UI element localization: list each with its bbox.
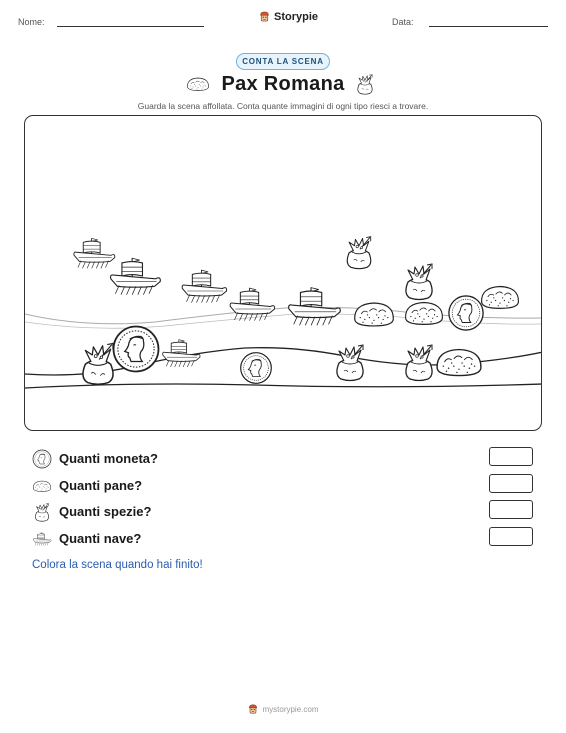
question-text: Quanti moneta? <box>59 451 158 466</box>
bread-icon <box>406 303 443 325</box>
date-line <box>429 26 548 27</box>
spice-sack-icon <box>32 502 52 522</box>
name-line <box>57 26 204 27</box>
coin-icon <box>114 327 159 372</box>
question-list <box>32 447 542 553</box>
storypie-logo-icon <box>258 10 271 23</box>
ship-icon <box>111 258 161 294</box>
scene-canvas <box>25 116 542 431</box>
question-text: Quanti nave? <box>59 530 142 546</box>
question-row <box>32 527 542 554</box>
color-instruction: Colora la scena quando hai finito! <box>32 559 203 571</box>
brand-name: Storypie <box>274 10 319 23</box>
question-text: Quanti spezie? <box>59 504 152 519</box>
coin-icon <box>241 353 272 384</box>
name-label: Nome: <box>18 17 45 27</box>
ship-icon <box>74 238 115 268</box>
question-row <box>32 447 542 474</box>
activity-tag: CONTA LA SCENA <box>236 53 330 70</box>
title-row <box>0 73 566 99</box>
worksheet-header <box>0 10 566 30</box>
ship-icon <box>163 340 200 367</box>
ship-icon <box>182 270 226 303</box>
spice-sack-icon <box>406 345 432 381</box>
bread-icon <box>355 303 394 326</box>
ship-icon <box>289 288 341 326</box>
answer-box-coin[interactable] <box>489 447 533 466</box>
counting-scene <box>24 115 542 431</box>
ship-icon <box>230 288 274 321</box>
ship-icon <box>32 529 52 549</box>
bread-icon <box>482 287 519 309</box>
bread-icon <box>437 350 481 376</box>
question-text: Quanti pane? <box>59 477 143 493</box>
spice-sack-icon <box>406 264 432 300</box>
question-row <box>32 474 542 501</box>
answer-box-bread[interactable] <box>489 474 533 493</box>
instructions: Guarda la scena affollata. Conta quante immagini di ogni tipo riesci a trovare. <box>137 101 429 111</box>
question-row <box>32 500 542 527</box>
page-title: Pax Romana <box>221 73 345 95</box>
brand-logo <box>258 10 318 23</box>
spice-sack-icon <box>337 345 363 381</box>
spice-sack-icon <box>347 237 371 269</box>
spice-sack-icon <box>354 73 376 95</box>
date-label: Data: <box>392 17 414 27</box>
footer <box>0 703 566 715</box>
coin-icon <box>449 296 483 330</box>
spice-sack-icon <box>83 343 113 384</box>
answer-box-ship[interactable] <box>489 527 533 546</box>
coin-icon <box>32 449 52 469</box>
storypie-logo-icon <box>247 703 259 715</box>
bread-icon <box>32 476 52 496</box>
answer-box-spice[interactable] <box>489 500 533 519</box>
footer-url: mystorypie.com <box>262 704 319 714</box>
